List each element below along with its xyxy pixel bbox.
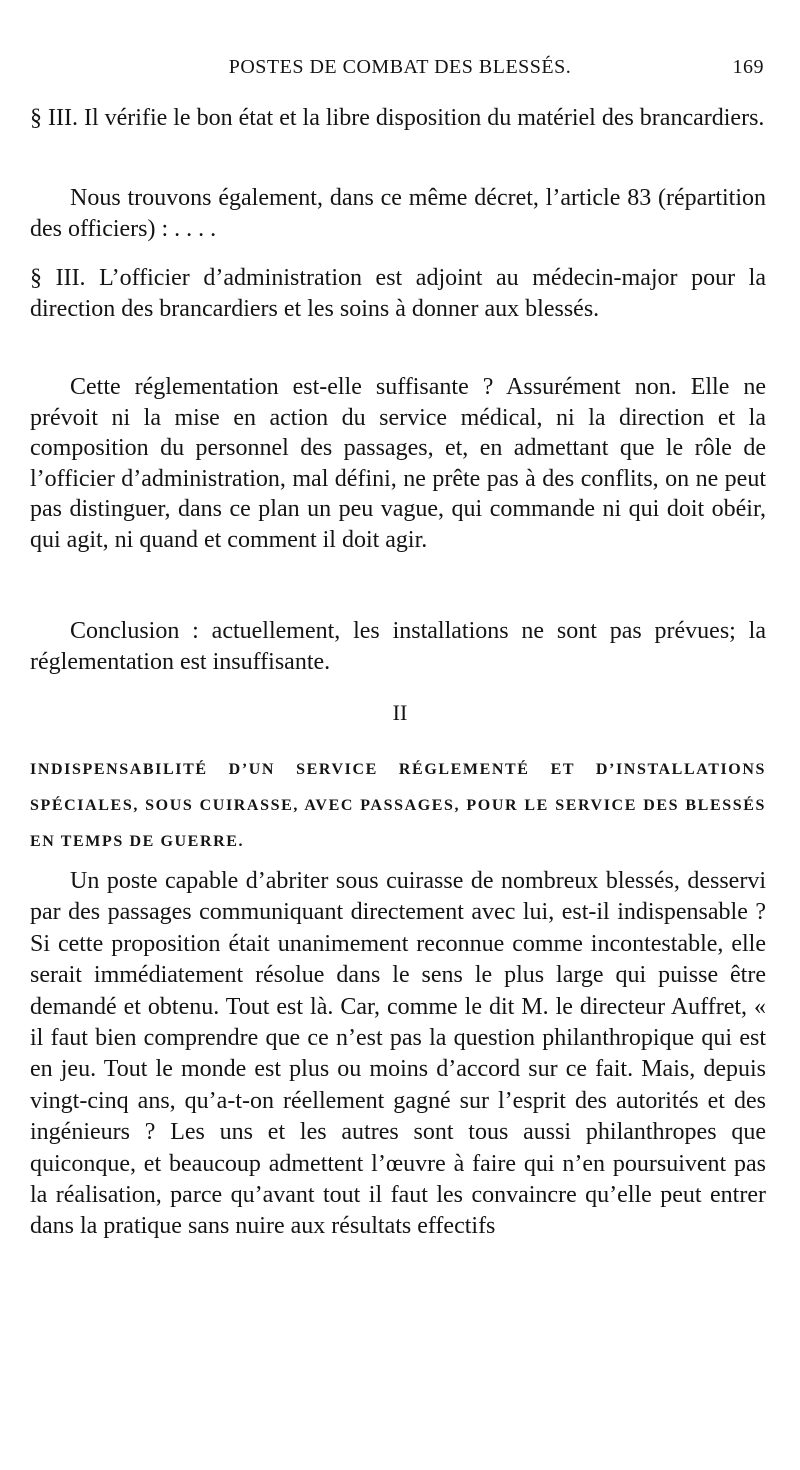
- page-number: 169: [732, 56, 764, 78]
- paragraph-section-body: Un poste capable d’abriter sous cuirasse de nombreux blessés, desservi par des passages communiquant directement avec lui, est-il indispensable ? Si cette proposition était unanimement reconnue comme incontestable, elle serait immédiatement résolue dans le sens le plus large qui puisse être demandé et obtenu. Tout est là. Car, comme le dit M. le directeur Auffret, « il faut bien comprendre que ce n’est pas la question philanthropique qui est en jeu. Tout le monde est plus ou moins d’accord sur ce fait. Mais, depuis vingt-cinq ans, qu’a-t-on réellement gagné sur l’esprit des autorités et des ingénieurs ? Les uns et les autres sont tous aussi philanthropes que quiconque, et beaucoup admettent l’œuvre à faire qui n’en poursuivent pas la réalisation, parce qu’avant tout il faut les convaincre qu’elle peut entrer dans la pratique sans nuire aux résultats effectifs: [30, 868, 766, 1240]
- section-number: II: [392, 700, 408, 725]
- paragraph-article-3: § III. Il vérifie le bon état et la libre disposition du matériel des brancardiers.: [30, 105, 765, 131]
- paragraph-regulation-critique: Cette réglementation est-elle suffisante ? Assurément non. Elle ne prévoit ni la mise en action du service médical, ni la direction et la composition du personnel des passages, et, en admettant que le rôle de l’officier d’administration, mal défini, ne prête pas à des conflits, on ne peut pas distinguer, dans ce plan un peu vague, qui commande ni qui doit obéir, qui agit, ni quand et comment il doit agir.: [30, 374, 766, 553]
- section-heading: INDISPENSABILITÉ D’UN SERVICE RÉGLEMENTÉ ET D’INSTALLATIONS SPÉCIALES, SOUS CUIRASSE, AVEC PASSAGES, POUR LE SERVICE DES BLESSÉS EN TEMPS DE GUERRE.: [30, 761, 766, 850]
- paragraph-article-83-intro: Nous trouvons également, dans ce même décret, l’article 83 (répartition des officiers) : . . . .: [30, 185, 766, 242]
- running-title: POSTES DE COMBAT DES BLESSÉS.: [228, 56, 572, 78]
- running-head: [30, 56, 770, 92]
- paragraph-article-83-text: § III. L’officier d’administration est adjoint au médecin-major pour la direction des brancardiers et les soins à donner aux blessés.: [30, 265, 766, 322]
- paragraph-conclusion: Conclusion : actuellement, les installations ne sont pas prévues; la réglementation est insuffisante.: [30, 618, 766, 675]
